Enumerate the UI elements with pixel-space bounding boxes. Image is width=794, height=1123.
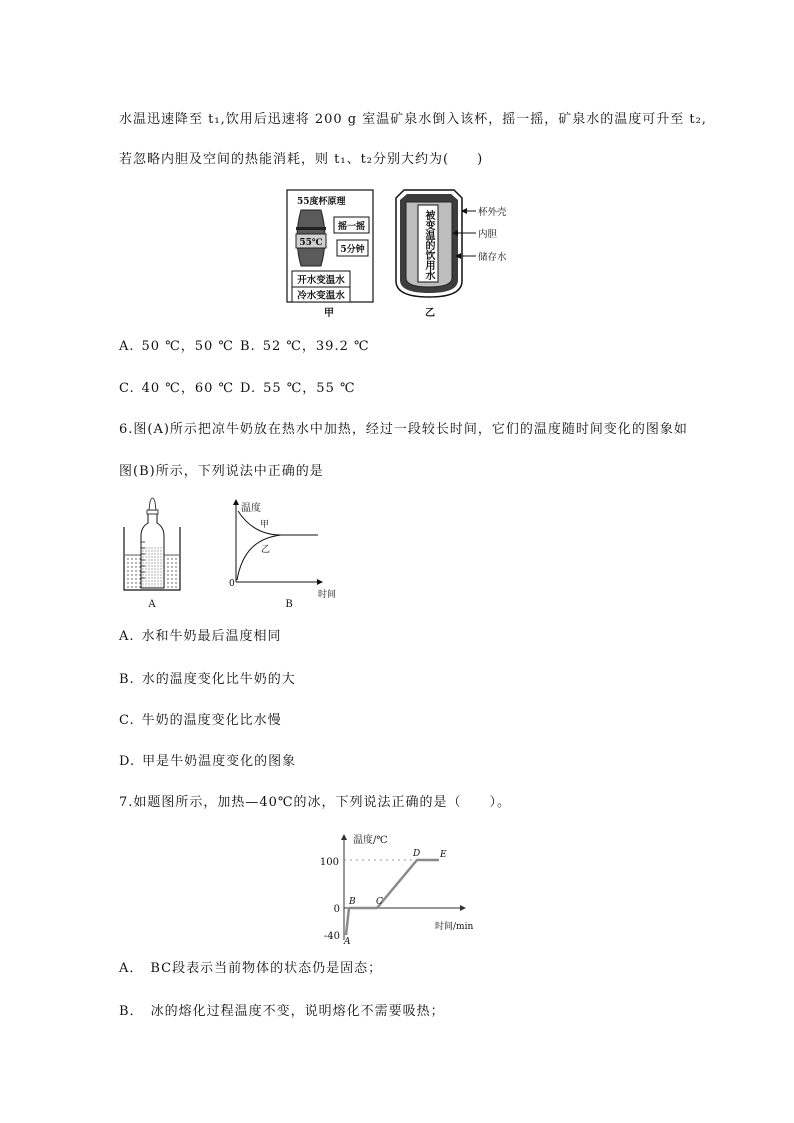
storage-label: 储存水 (478, 252, 507, 263)
option-label: B. (119, 672, 135, 687)
boil-to-warm-label: 开水变温水 (297, 275, 345, 286)
figure-yi-inner-text: 被变温的饮用水 (423, 210, 434, 280)
q6-option-b (119, 672, 296, 688)
curve-jia-label: 甲 (260, 520, 270, 530)
q6-option-c (119, 713, 282, 729)
cold-to-warm-label: 冷水变温水 (297, 290, 345, 302)
shake-label: 摇一摇 (337, 222, 366, 232)
option-text: 水和牛奶最后温度相同 (141, 629, 282, 644)
y-axis-label: 温度/℃ (353, 835, 388, 846)
figure-jia (287, 190, 373, 319)
option-label: A. (119, 339, 135, 354)
figure-yi (396, 190, 507, 319)
option-label: D. (240, 381, 257, 396)
liner-label: 内胆 (478, 229, 498, 240)
option-text: 52 ℃，39.2 ℃ (262, 339, 370, 354)
cup-temperature-label: 55℃ (299, 238, 323, 248)
option-label: A． (119, 961, 144, 976)
tick-minus-40: -40 (323, 931, 340, 942)
option-label: A. (119, 629, 135, 644)
option-label: D. (119, 754, 136, 769)
point-a-label: A (344, 937, 351, 947)
point-b-label: B (349, 897, 356, 907)
option-text: 甲是牛奶温度变化的图象 (142, 754, 297, 769)
option-text: 40 ℃，60 ℃ (141, 381, 235, 396)
tick-0: 0 (333, 904, 340, 915)
option-label: C. (119, 713, 135, 728)
q6-stem-line-2: 图(B)所示，下列说法中正确的是 (119, 464, 324, 479)
option-text: 水的温度变化比牛奶的大 (141, 672, 296, 687)
q5-option-a (119, 339, 234, 355)
figure-a-caption: A (148, 599, 156, 610)
q6-stem-line-1: 6.图(A)所示把凉牛奶放在热水中加热，经过一段较长时间，它们的温度随时间变化的图象如 (119, 422, 688, 437)
figure-ice-heating-graph (305, 828, 480, 946)
curve-yi-label: 乙 (261, 545, 271, 555)
q7-option-a (119, 961, 382, 977)
curve-jia (238, 511, 318, 535)
option-text: 50 ℃，50 ℃ (141, 339, 234, 354)
q7-stem: 7.如题图所示，加热—40℃的冰，下列说法正确的是（ ）。 (119, 795, 511, 810)
figure-jia-caption: 甲 (324, 308, 334, 319)
x-axis-label: 时间 (318, 590, 337, 600)
option-text: 牛奶的温度变化比水慢 (141, 713, 282, 728)
duration-label: 5分钟 (340, 245, 365, 255)
x-axis-label: 时间/min (435, 922, 474, 932)
bottle-ring (147, 510, 158, 514)
tick-100: 100 (319, 857, 339, 868)
point-c-label: C (376, 897, 383, 907)
y-axis-label: 温度 (241, 503, 261, 514)
q5-option-d (240, 381, 356, 397)
shell-label: 杯外壳 (478, 207, 507, 218)
option-text: 冰的熔化过程温度不变，说明熔化不需要吸热； (150, 1004, 445, 1019)
origin-label: 0 (229, 579, 235, 589)
q5-stem-line-2: 若忽略内胆及空间的热能消耗，则 t₁、t₂分别大约为( ) (119, 152, 484, 167)
heating-curve (346, 860, 439, 935)
q6-option-d (119, 754, 296, 770)
q5-option-c (119, 381, 234, 397)
curve-yi (237, 535, 281, 580)
figure-yi-caption: 乙 (425, 308, 435, 319)
bottle-nipple (149, 498, 156, 510)
cup-lid-line (296, 227, 326, 230)
figure-b-caption: B (285, 599, 293, 610)
option-text: 55 ℃，55 ℃ (263, 381, 356, 396)
option-label: B. (240, 339, 256, 354)
figure-a-beaker (124, 498, 180, 610)
q6-option-a (119, 629, 282, 645)
point-e-label: E (440, 850, 447, 860)
option-label: C. (119, 381, 135, 396)
option-label: B． (119, 1004, 144, 1019)
q7-option-b (119, 1004, 445, 1020)
figure-milk-heating (115, 490, 355, 620)
milk-fill (142, 547, 163, 587)
option-text: BC段表示当前物体的状态仍是固态； (150, 961, 383, 976)
q5-option-b (240, 339, 370, 355)
q5-stem-line-1: 水温迅速降至 t₁,饮用后迅速将 200 g 室温矿泉水倒入该杯，摇一摇，矿泉水的温度可升至 t₂, (119, 112, 707, 127)
figure-b-graph (229, 500, 336, 610)
figure-jia-title: 55度杯原理 (297, 197, 346, 207)
point-d-label: D (413, 849, 421, 859)
figure-55-cup (280, 185, 540, 325)
